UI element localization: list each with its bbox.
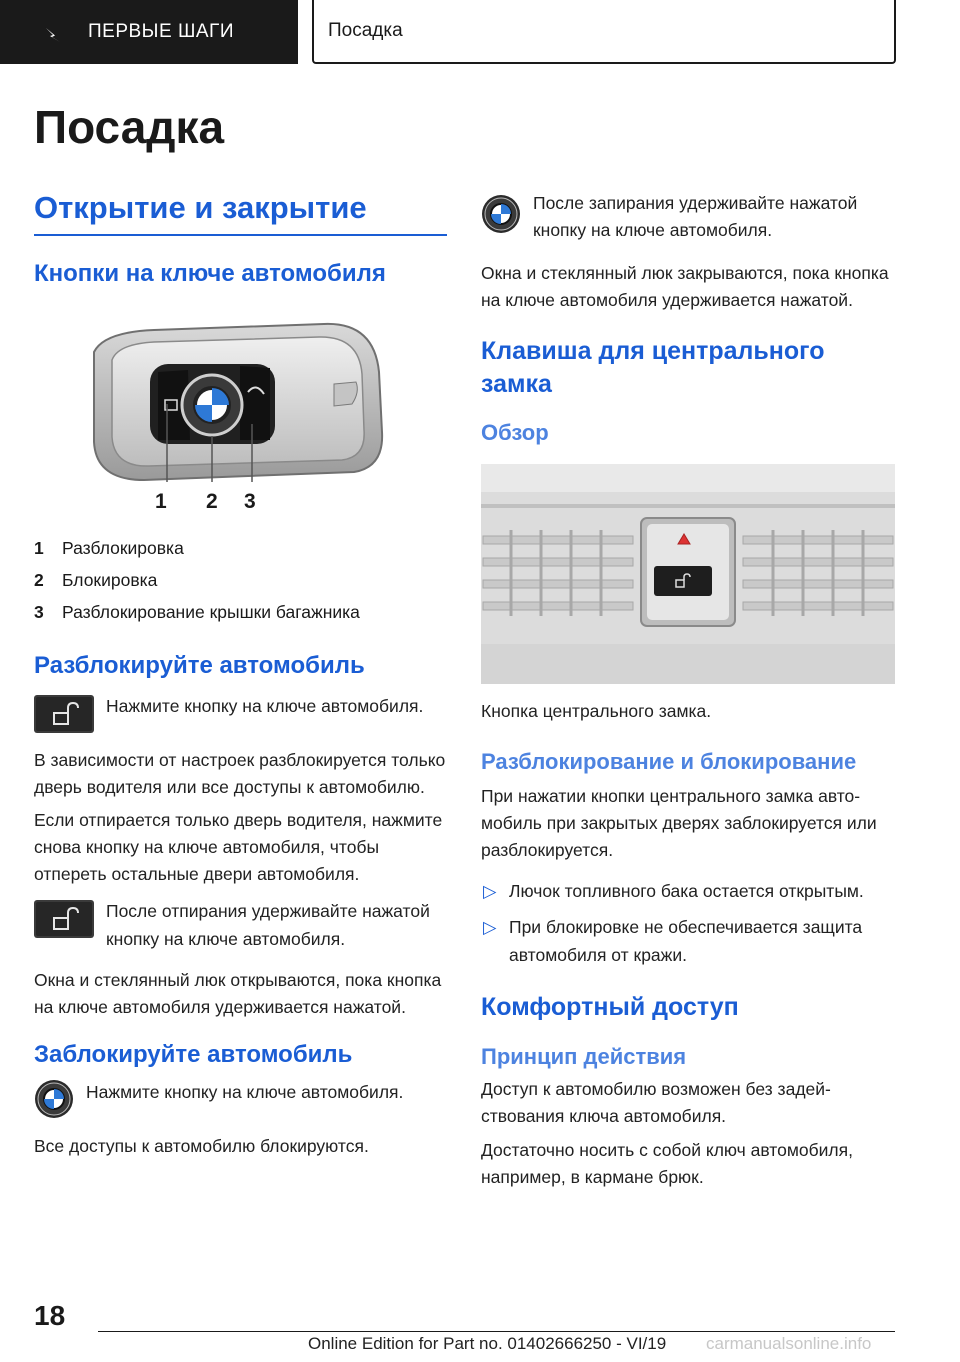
list-item bbox=[34, 532, 447, 564]
principle-paragraph-1: Доступ к автомобилю возможен без задействования ключа автомобиля. bbox=[481, 1079, 831, 1127]
callout-1: 1 bbox=[155, 490, 167, 514]
lock-press-text: Нажмите кнопку на ключе автомобиля. bbox=[86, 1082, 404, 1103]
page-title: Посадка bbox=[34, 101, 225, 153]
key-fob-image bbox=[34, 312, 447, 522]
header-topic-tab[interactable] bbox=[312, 0, 896, 64]
principle-paragraph-2: Достаточно носить с собой ключ автомобиля, например, в кармане брюк. bbox=[481, 1139, 853, 1187]
unlock-paragraph-3: Окна и стеклянный люк открываются, пока кнопка на ключе автомобиля удерживается нажатой. bbox=[34, 969, 442, 1017]
item-number: 3 bbox=[34, 602, 44, 623]
bullet-text: Лючок топливного бака остается открытым. bbox=[509, 880, 864, 901]
heading-overview: Обзор bbox=[481, 420, 549, 445]
footer-edition: Online Edition for Part no. 01402666250 - VI/19 bbox=[308, 1334, 667, 1353]
unlock-press-row bbox=[34, 693, 447, 733]
heading-unlock-lock: Разблокирование и блокирование bbox=[481, 749, 857, 775]
left-column bbox=[34, 190, 447, 1160]
callout-3: 3 bbox=[244, 490, 256, 514]
page-number: 18 bbox=[34, 1300, 66, 1331]
heading-principle: Принцип действия bbox=[481, 1044, 687, 1070]
unlock-paragraph-2: Если отпирается только дверь водителя, нажмите снова кнопку на ключе автомобиля, чтобы отпереть остальные двери автомобиля. bbox=[34, 810, 443, 885]
list-item bbox=[481, 913, 895, 969]
heading-central-lock: Клавиша для центрального замка bbox=[481, 336, 825, 399]
lock-hold-text: После запирания удерживайте нажатой кнопку на ключе автомобиля. bbox=[533, 193, 858, 241]
header-section-label: ПЕРВЫЕ ШАГИ bbox=[88, 21, 234, 42]
item-label: Блокировка bbox=[62, 570, 158, 591]
header-topic-label: Посадка bbox=[328, 20, 403, 41]
key-legend-list bbox=[34, 532, 447, 628]
central-lock-image bbox=[481, 464, 895, 684]
lock-paragraph-1: Все доступы к автомобилю блокируются. bbox=[34, 1136, 369, 1157]
central-lock-caption: Кнопка центрального замка. bbox=[481, 701, 712, 721]
item-label: Разблокирование крышки багажника bbox=[62, 602, 360, 623]
callout-2: 2 bbox=[206, 490, 218, 514]
bmw-logo-icon bbox=[481, 194, 521, 234]
heading-unlock: Разблокируйте автомобиль bbox=[34, 652, 365, 680]
unlock-button-icon bbox=[34, 900, 94, 938]
item-number: 1 bbox=[34, 538, 44, 559]
unlock-hold-row bbox=[34, 898, 447, 952]
heading-open-close: Открытие и закрытие bbox=[34, 190, 447, 236]
heading-lock: Заблокируйте автомобиль bbox=[34, 1040, 353, 1068]
unlock-lock-paragraph: При нажатии кнопки центрального замка автомобиль при закрытых дверях заблокируется или разблокируется. bbox=[481, 786, 877, 861]
footer-divider bbox=[98, 1331, 895, 1332]
heading-comfort-access: Комфортный доступ bbox=[481, 992, 739, 1021]
item-label: Разблокировка bbox=[62, 538, 184, 559]
bullet-text: При блокировке не обеспечивается защита автомобиля от кражи. bbox=[509, 916, 863, 965]
unlock-hold-text: После отпирания удерживайте нажатой кнопку на ключе автомобиля. bbox=[106, 901, 430, 949]
flash-icon bbox=[44, 26, 62, 44]
right-column bbox=[481, 190, 895, 1191]
unlock-button-icon bbox=[34, 695, 94, 733]
bullet-triangle-icon: ▷ bbox=[483, 880, 497, 901]
item-number: 2 bbox=[34, 570, 44, 591]
lock-paragraph-2: Окна и стеклянный люк закрываются, пока кнопка на ключе автомобиля удерживается нажатой. bbox=[481, 263, 889, 311]
list-item bbox=[34, 564, 447, 596]
lock-hold-row bbox=[481, 190, 895, 244]
header-section-tab[interactable] bbox=[0, 0, 298, 64]
heading-key-buttons: Кнопки на ключе автомобиля bbox=[34, 260, 386, 287]
watermark: carmanualsonline.info bbox=[706, 1334, 872, 1353]
unlock-press-text: Нажмите кнопку на ключе автомобиля. bbox=[106, 695, 424, 716]
bmw-logo-icon bbox=[34, 1079, 74, 1119]
lock-press-row bbox=[34, 1079, 447, 1119]
list-item bbox=[34, 596, 447, 628]
unlock-paragraph-1: В зависимости от настроек разблокируется только дверь водителя или все доступы к автомобилю. bbox=[34, 749, 446, 797]
bullet-triangle-icon: ▷ bbox=[483, 916, 497, 937]
list-item bbox=[481, 877, 895, 905]
